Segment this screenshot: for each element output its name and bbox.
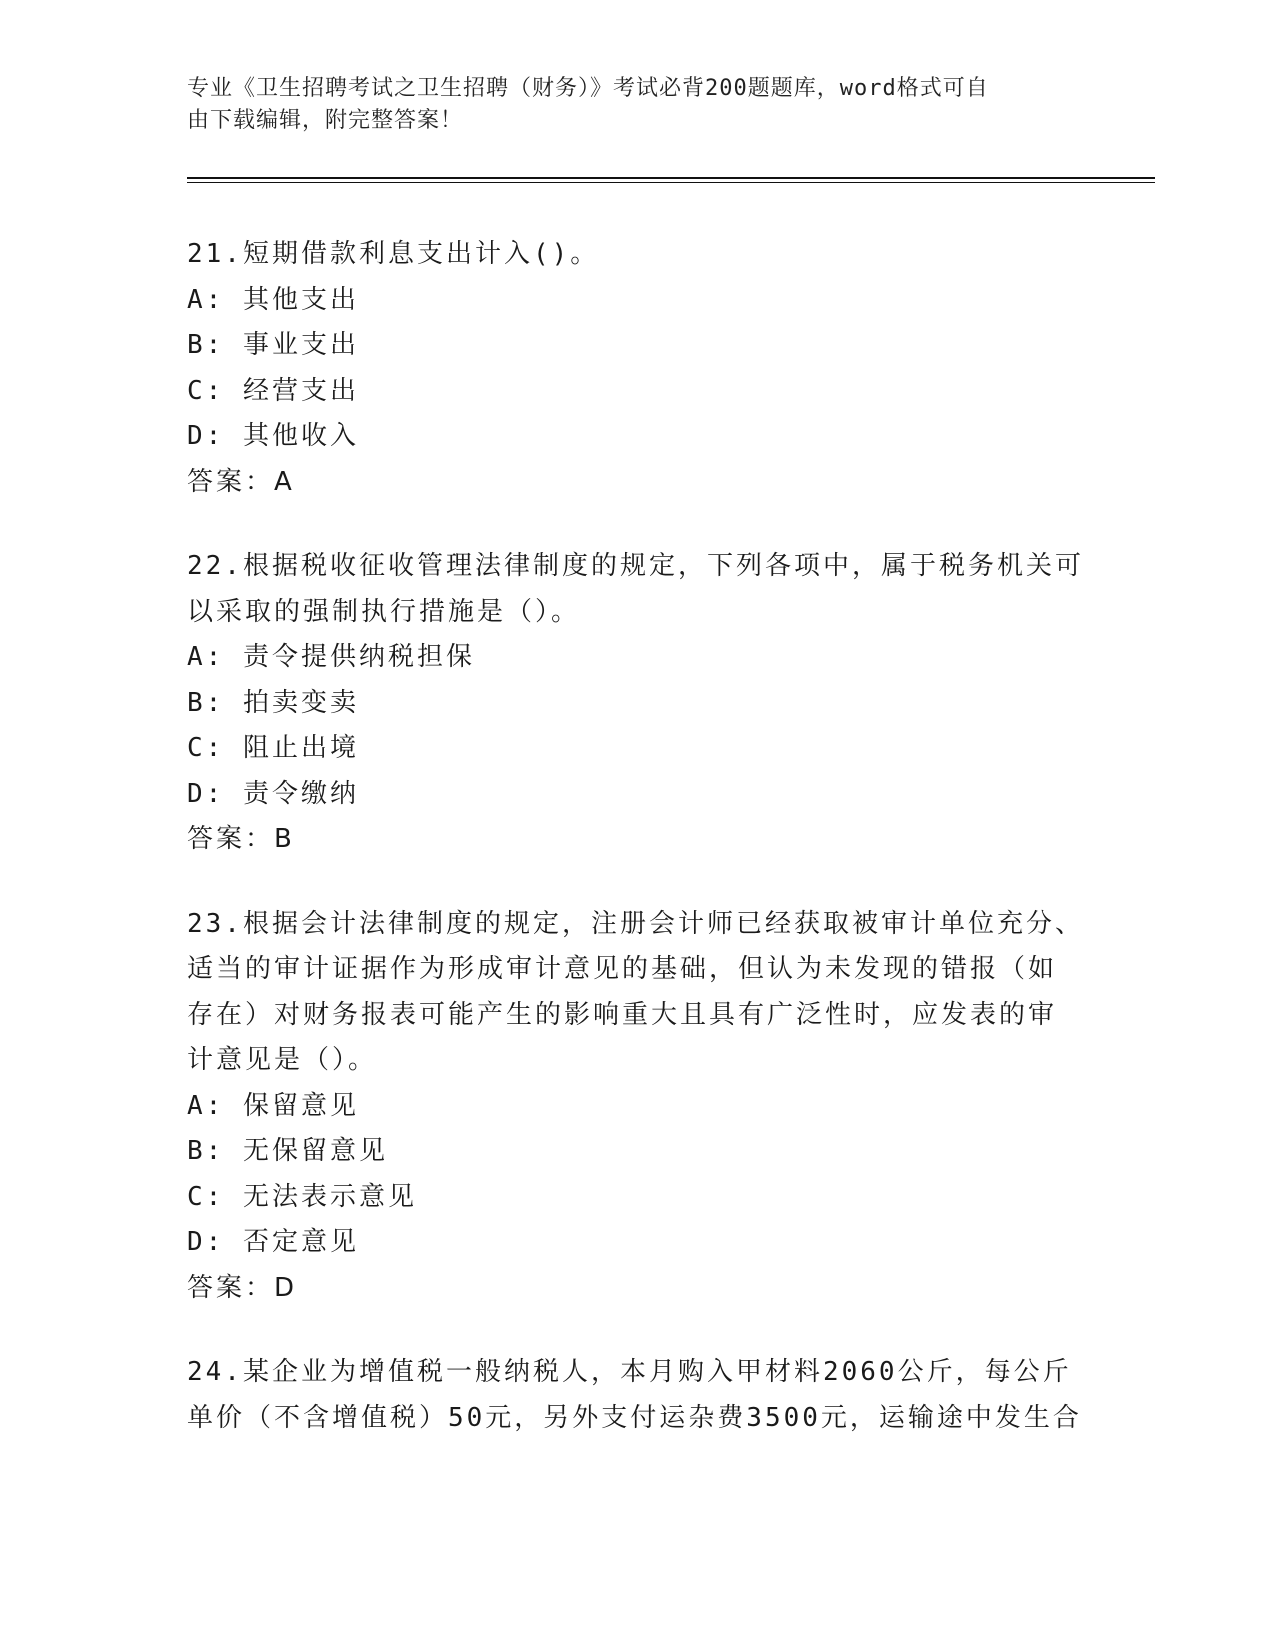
option-letter: C [187,375,206,406]
option-c [187,369,1087,415]
option-text: 其他支出 [242,284,359,315]
option-letter: D [187,1227,206,1257]
option-b [187,681,1087,727]
option-separator: : [205,733,243,763]
answer-label: 答案： [187,824,275,854]
option-letter: C [187,1181,206,1212]
answer-line [187,460,1087,506]
option-letter: A [187,284,206,315]
option-separator: : [205,1090,243,1121]
question-text: 24.某企业为增值税一般纳税人，本月购入甲材料2060公斤，每公斤 [187,1357,1072,1387]
option-a [187,1084,1087,1130]
option-a [187,278,1087,324]
question-text: 23.根据会计法律制度的规定，注册会计师已经获取被审计单位充分、 [187,908,1084,939]
option-text: 无法表示意见 [242,1181,417,1212]
option-text: 保留意见 [242,1090,359,1121]
question-23 [187,902,1087,1312]
question-text: 以采取的强制执行措施是（）。 [187,596,581,627]
option-letter: C [187,733,206,763]
option-text: 经营支出 [242,375,359,406]
option-c [187,1175,1087,1221]
header-divider-thin [187,182,1155,183]
option-letter: B [187,687,206,718]
option-b [187,1129,1087,1175]
option-letter: A [187,642,206,672]
option-separator: : [205,375,243,406]
option-letter: D [187,421,206,451]
question-text: 适当的审计证据作为形成审计意见的基础，但认为未发现的错报（如 [187,954,1058,984]
answer-value: A [274,466,295,497]
question-24 [187,1350,1087,1441]
header-divider-thick [187,177,1155,179]
answer-line [187,1266,1087,1312]
option-d [187,414,1087,460]
option-separator: : [205,687,243,718]
option-separator: : [205,330,243,360]
option-text: 责令提供纳税担保 [242,642,475,672]
option-c [187,726,1087,772]
option-separator: : [205,1181,243,1212]
answer-line [187,817,1087,863]
question-text: 21.短期借款利息支出计入()。 [187,239,600,269]
header-line-1: 专业《卫生招聘考试之卫生招聘（财务）》考试必背200题题库，word格式可自 [187,76,989,101]
document-header [187,73,1067,137]
option-text: 拍卖变卖 [242,687,359,718]
option-text: 否定意见 [242,1227,359,1257]
option-text: 阻止出境 [242,733,359,763]
option-text: 责令缴纳 [242,778,359,809]
question-text: 存在）对财务报表可能产生的影响重大且具有广泛性时，应发表的审 [187,999,1058,1030]
header-line-2: 由下载编辑，附完整答案！ [187,108,464,133]
answer-label: 答案： [187,1272,275,1303]
answer-label: 答案： [187,466,275,497]
option-text: 无保留意见 [242,1136,388,1166]
question-list [187,232,1087,1480]
answer-value: B [274,824,295,854]
option-separator: : [205,778,243,809]
option-separator: : [205,421,243,451]
question-text: 22.根据税收征收管理法律制度的规定，下列各项中，属于税务机关可 [187,551,1084,581]
question-21 [187,232,1087,505]
option-a [187,635,1087,681]
option-letter: B [187,330,206,360]
option-letter: D [187,778,206,809]
question-text: 计意见是（）。 [187,1045,378,1075]
option-b [187,323,1087,369]
option-separator: : [205,1227,243,1257]
question-text: 单价（不含增值税）50元，另外支付运杂费3500元，运输途中发生合 [187,1402,1082,1433]
option-letter: B [187,1136,206,1166]
option-letter: A [187,1090,206,1121]
option-separator: : [205,642,243,672]
answer-value: D [274,1272,298,1303]
option-text: 其他收入 [242,421,359,451]
option-d [187,772,1087,818]
option-text: 事业支出 [242,330,359,360]
option-separator: : [205,284,243,315]
option-separator: : [205,1136,243,1166]
question-22 [187,544,1087,863]
option-d [187,1220,1087,1266]
